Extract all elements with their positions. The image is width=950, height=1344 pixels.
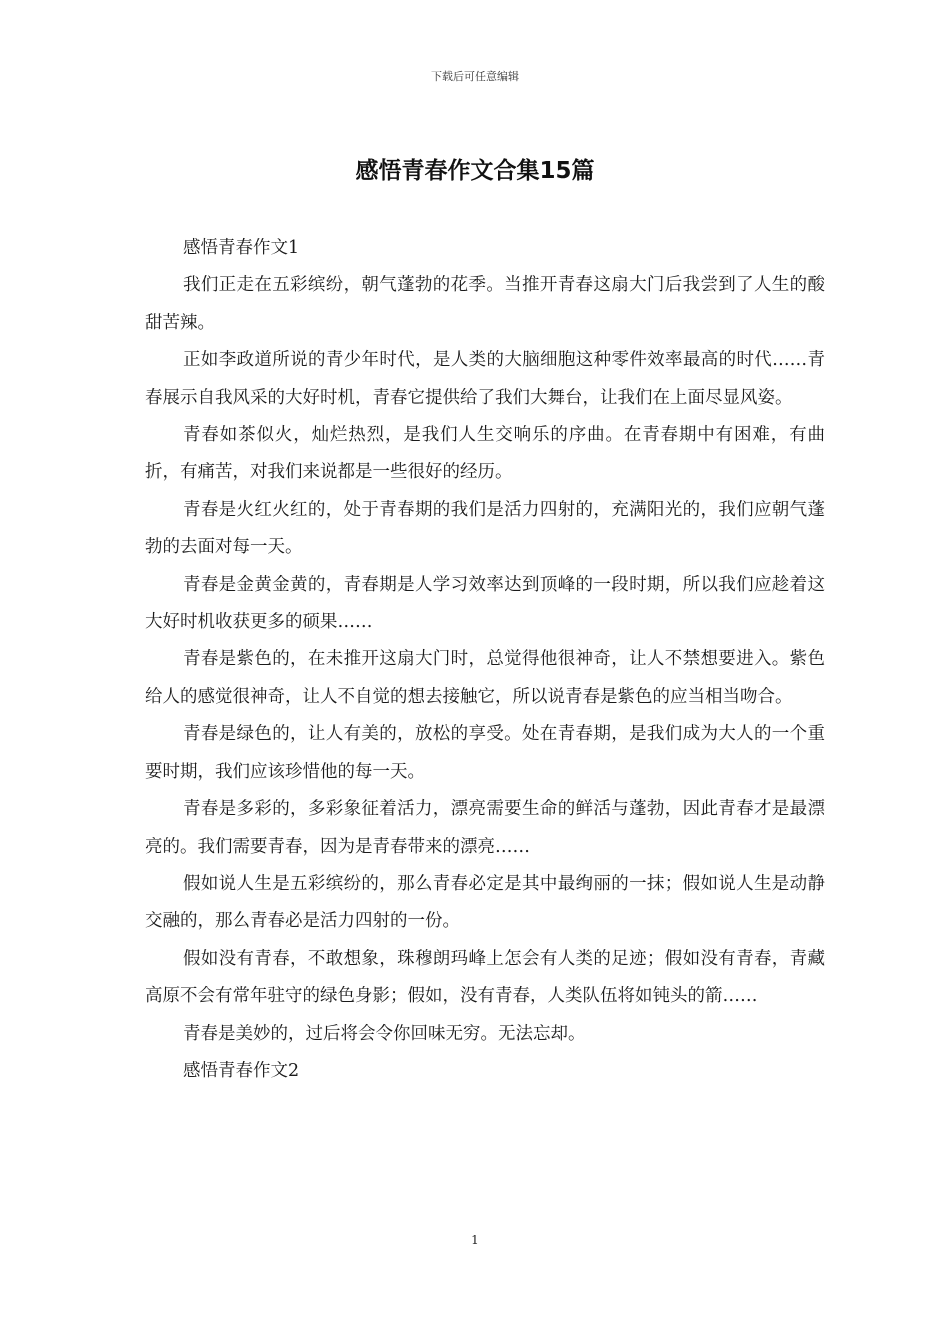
paragraph: 青春是金黄金黄的，青春期是人学习效率达到顶峰的一段时期，所以我们应趁着这大好时机收获更多的硕果…… <box>145 574 825 633</box>
paragraph: 青春是紫色的，在未推开这扇大门时，总觉得他很神奇，让人不禁想要进入。紫色给人的感觉很神奇，让人不自觉的想去接触它，所以说青春是紫色的应当相当吻合。 <box>145 649 825 707</box>
paragraph: 假如没有青春，不敢想象，珠穆朗玛峰上怎会有人类的足迹；假如没有青春，青藏高原不会有常年驻守的绿色身影；假如，没有青春，人类队伍将如钝头的箭…… <box>145 948 825 1007</box>
header-note: 下载后可任意编辑 <box>431 70 519 83</box>
page-number: 1 <box>471 1233 479 1247</box>
document-title: 感悟青春作文合集15篇 <box>355 158 595 184</box>
paragraph: 青春是火红火红的，处于青春期的我们是活力四射的，充满阳光的，我们应朝气蓬勃的去面对每一天。 <box>145 499 825 558</box>
paragraph: 青春是绿色的，让人有美的，放松的享受。处在青春期，是我们成为大人的一个重要时期，我们应该珍惜他的每一天。 <box>145 724 825 782</box>
document-body <box>145 230 825 1090</box>
paragraph: 青春如茶似火，灿烂热烈，是我们人生交响乐的序曲。在青春期中有困难，有曲折，有痛苦，对我们来说都是一些很好的经历。 <box>145 425 825 483</box>
paragraph: 我们正走在五彩缤纷，朝气蓬勃的花季。当推开青春这扇大门后我尝到了人生的酸甜苦辣。 <box>145 275 825 333</box>
paragraph: 假如说人生是五彩缤纷的，那么青春必定是其中最绚丽的一抹；假如说人生是动静交融的，那么青春必是活力四射的一份。 <box>145 873 825 932</box>
paragraph: 正如李政道所说的青少年时代，是人类的大脑细胞这种零件效率最高的时代……青春展示自我风采的大好时机，青春它提供给了我们大舞台，让我们在上面尽显风姿。 <box>145 350 825 408</box>
paragraph: 青春是多彩的，多彩象征着活力，漂亮需要生命的鲜活与蓬勃，因此青春才是最漂亮的。我们需要青春，因为是青春带来的漂亮…… <box>145 799 825 857</box>
paragraph: 青春是美妙的，过后将会令你回味无穷。无法忘却。 <box>183 1023 586 1044</box>
section-heading: 感悟青春作文1 <box>183 238 300 258</box>
section-heading: 感悟青春作文2 <box>183 1060 300 1081</box>
